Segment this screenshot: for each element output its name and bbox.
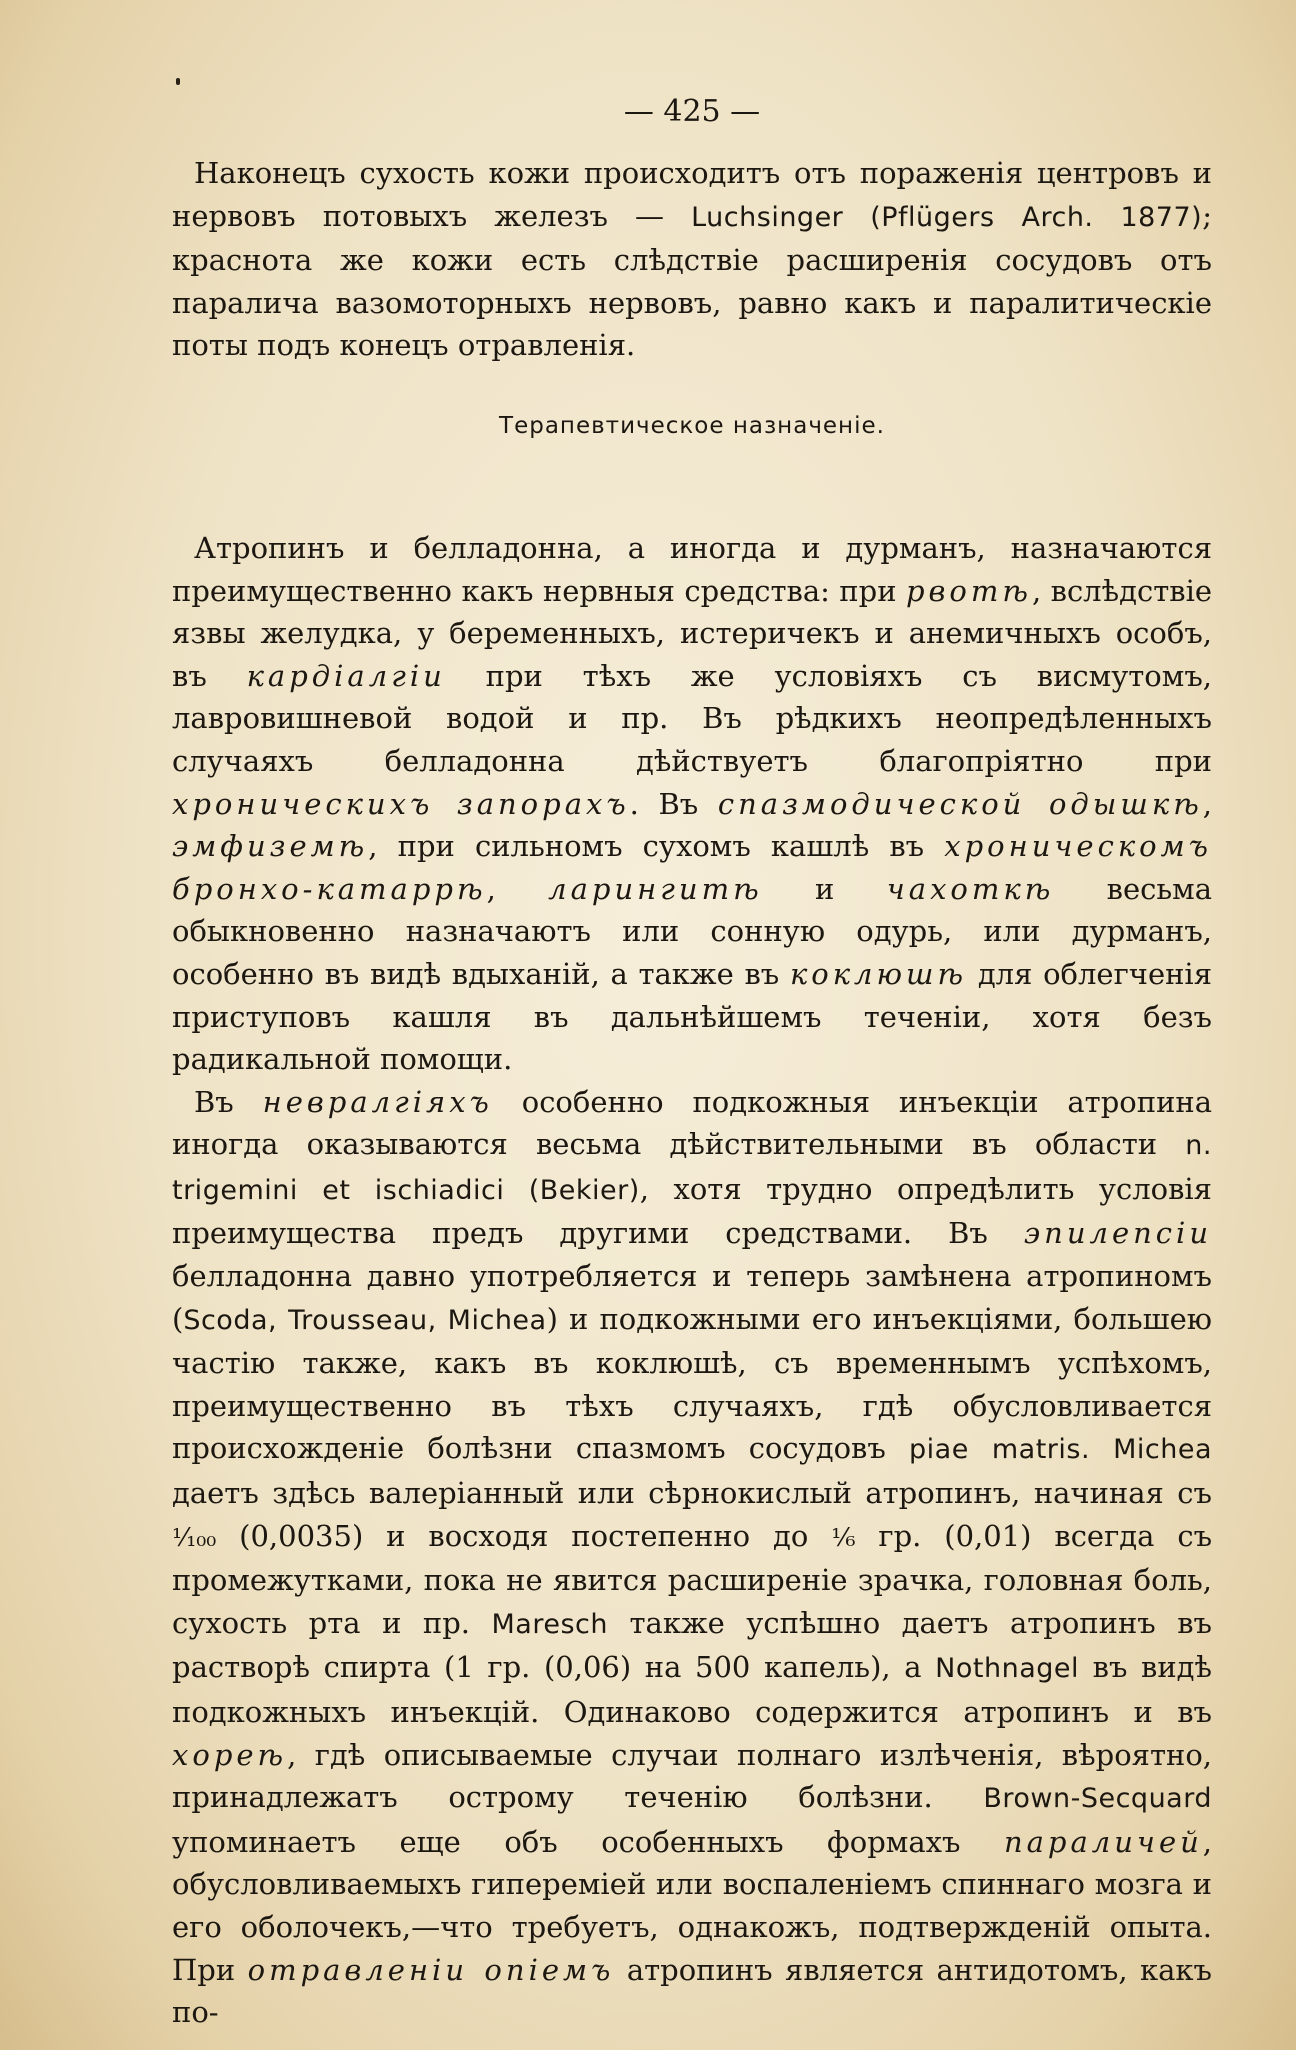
ink-speck xyxy=(176,78,180,85)
text-run: белладонна давно употребляется и теперь замѣнена атропиномъ ( xyxy=(172,1259,1212,1336)
text-run: ) и подкожными его инъекціями, большею частію также, какъ въ коклюшѣ, съ временнымъ успѣхомъ, преимущественно въ тѣхъ случаяхъ, гдѣ обусловливается происхожденіе болѣзни спазмомъ сосудовъ xyxy=(172,1301,1212,1466)
text-run: , обусловливаемыхъ гипереміей или воспаленіемъ спиннаго мозга и его оболочекъ,—что требуетъ, однакожъ, подтвержденій опыта. При xyxy=(172,1824,1212,1987)
emphasis: параличей xyxy=(1003,1824,1203,1859)
emphasis: рвотѣ xyxy=(905,573,1032,608)
paragraph-dryness xyxy=(172,152,1212,367)
text-run: ; краснота же кожи есть слѣдствіе расширенія сосудовъ отъ паралича вазомоторныхъ нервовъ, равно какъ и паралитическіе поты подъ конецъ отравленія. xyxy=(172,198,1212,363)
latin-term: n. trigemini et ischiadici (Bekier) xyxy=(172,1130,1212,1206)
text-run: для облегченія приступовъ кашля въ дальнѣйшемъ теченіи, хотя безъ радикальной помощи. xyxy=(172,956,1213,1077)
latin-term: piae matris. Michea xyxy=(909,1434,1213,1466)
text-run: , хотя трудно опредѣлить условія преимущества предъ другими средствами. Въ xyxy=(172,1171,1212,1251)
text-run: , гдѣ описываемые случаи полнаго излѣченія, вѣроятно, принадлежатъ острому теченію болѣзни. xyxy=(172,1737,1212,1815)
text-run: (0,0035) и восходя постепенно до xyxy=(239,1518,809,1553)
emphasis: отравленіи опіемъ xyxy=(247,1952,615,1987)
emphasis: эмфиземѣ xyxy=(172,829,369,864)
text-run: , xyxy=(486,871,496,906)
text-run: . Въ xyxy=(629,786,699,821)
text-run: атропинъ является антидотомъ, какъ по- xyxy=(172,1952,1212,2030)
latin-name: Maresch xyxy=(491,1608,608,1640)
emphasis: хроническомъ бронхо-катаррѣ xyxy=(172,829,1212,906)
latin-name: Brown-Secquard xyxy=(983,1783,1212,1815)
text-run: и xyxy=(815,871,835,906)
emphasis: хореѣ xyxy=(172,1737,288,1772)
text-run: весьма обыкновенно назначаютъ или сонную одурь, или дурманъ, особенно въ видѣ вдыханій, а также въ xyxy=(172,871,1213,991)
page-text-block xyxy=(172,90,1212,2034)
emphasis: хроническихъ запорахъ xyxy=(172,786,630,821)
text-run: особенно подкожныя инъекціи атропина иногда оказываются весьма дѣйствительными въ области xyxy=(172,1084,1213,1162)
emphasis: коклюшѣ xyxy=(789,956,968,991)
text-run: при тѣхъ же условіяхъ съ висмутомъ, лавровишневой водой и пр. Въ рѣдкихъ неопредѣленныхъ случаяхъ белладонна дѣйствуетъ благопріятно при xyxy=(172,658,1212,778)
emphasis: спазмодической одышкѣ xyxy=(717,786,1203,821)
text-run: даетъ здѣсь валеріанный или сѣрнокислый атропинъ, начиная съ xyxy=(172,1476,1212,1511)
text-run: упоминаетъ еще объ особенныхъ формахъ xyxy=(172,1824,961,1859)
emphasis: невралгіяхъ xyxy=(262,1084,493,1119)
text-run: , xyxy=(1202,786,1213,821)
text-run: Атропинъ и белладонна, а иногда и дурманъ, назначаются преимущественно какъ нервныя средства: при xyxy=(172,530,1212,608)
paragraph-therapeutic-use xyxy=(172,527,1212,1081)
emphasis: эпилепсіи xyxy=(1023,1216,1213,1251)
emphasis: кардіалгіи xyxy=(246,658,446,693)
citation: Luchsinger (Pflügers Arch. 1877) xyxy=(691,201,1203,233)
text-run: Наконецъ сухость кожи происходитъ отъ пораженія центровъ и нервовъ потовыхъ железъ — xyxy=(172,156,1212,233)
text-run: , при сильномъ сухомъ кашлѣ въ xyxy=(368,829,925,864)
page-number: — 425 — xyxy=(623,94,761,129)
latin-name: Nothnagel xyxy=(935,1653,1079,1685)
fraction: ¹⁄₆ xyxy=(831,1522,856,1552)
text-run: , вслѣдствіе язвы желудка, у беременныхъ, истеричекъ и анемичныхъ особъ, въ xyxy=(172,573,1212,693)
text-run: гр. (0,01) всегда съ промежутками, пока не явится расширеніе зрачка, головная боль, сухость рта и пр. xyxy=(172,1518,1213,1640)
paragraph-neuralgia xyxy=(172,1081,1212,2034)
latin-names: Scoda, Trousseau, Michea xyxy=(183,1304,547,1336)
fraction: ¹⁄₁₀₀ xyxy=(172,1522,217,1552)
emphasis: ларингитѣ xyxy=(548,871,763,906)
section-heading: Терапевтическое назначеніе. xyxy=(499,412,885,439)
text-run: въ видѣ подкожныхъ инъекцій. Одинаково содержится атропинъ и въ xyxy=(172,1650,1213,1729)
text-run: также успѣшно даетъ атропинъ въ растворѣ спирта (1 гр. (0,06) на 500 капель), а xyxy=(172,1605,1213,1685)
text-run: Въ xyxy=(194,1084,234,1119)
emphasis: чахоткѣ xyxy=(886,871,1055,906)
